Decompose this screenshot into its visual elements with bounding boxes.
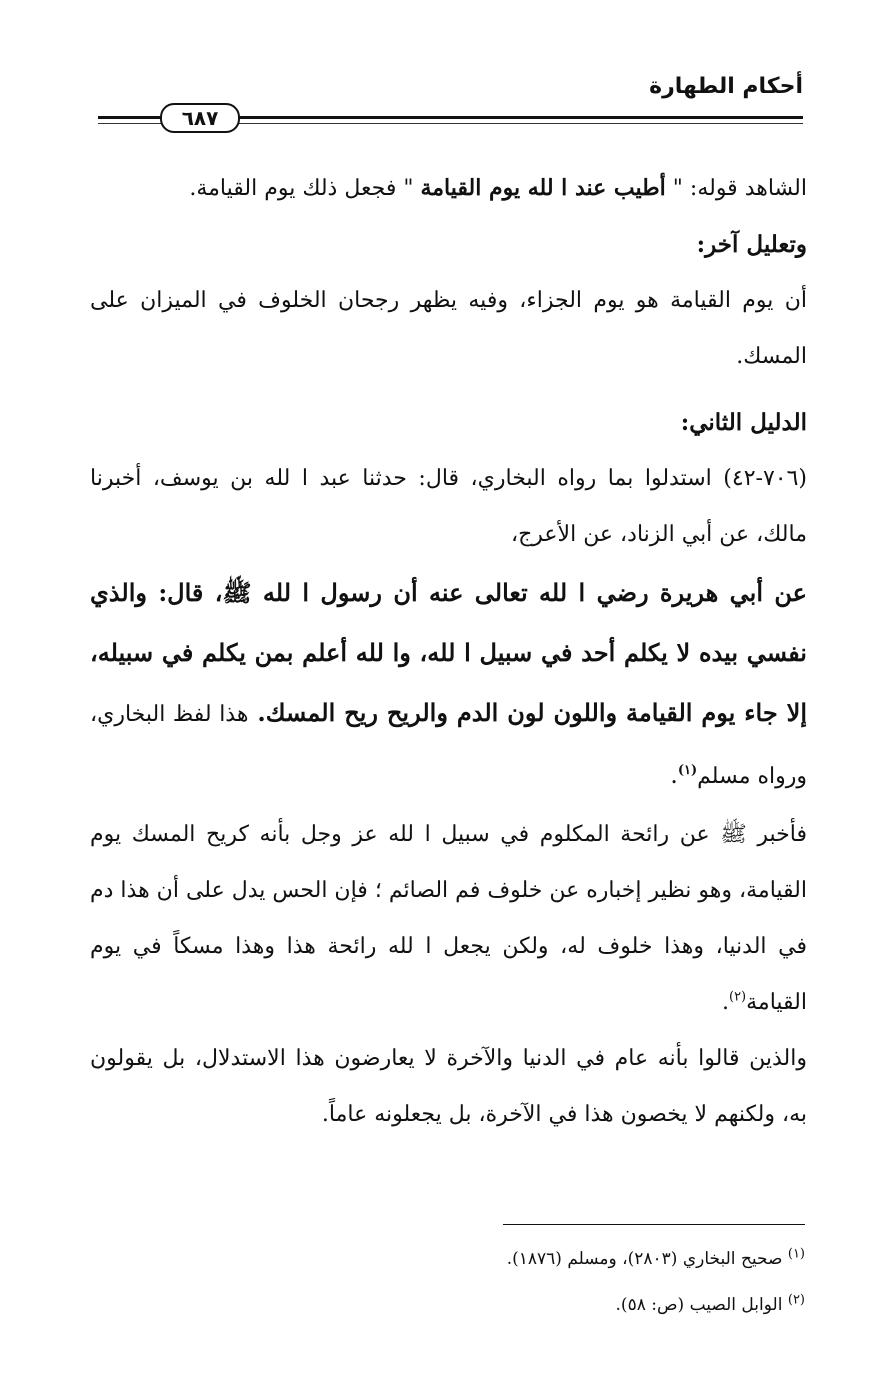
footnote-item — [405, 1282, 805, 1328]
heading-another-reason: وتعليل آخر: — [696, 231, 807, 258]
footnote-text: صحيح البخاري (٢٨٠٣)، ومسلم (١٨٧٦). — [506, 1249, 783, 1269]
witness-suffix: " فجعل ذلك يوم القيامة. — [189, 176, 414, 201]
paragraph-isnad: (٧٠٦-٤٢) استدلوا بما رواه البخاري، قال: حدثنا عبد ا لله بن يوسف، أخبرنا مالك، عن أبي الزناد، عن الأعرج، — [90, 466, 807, 547]
hadith-end: . — [670, 761, 678, 789]
running-head-title: أحكام الطهارة — [649, 74, 803, 99]
paragraph-hadith — [90, 563, 807, 807]
hadith-source: هذا لفظ البخاري، ورواه مسلم — [90, 702, 807, 789]
footnote-rule — [503, 1224, 805, 1225]
spacer — [90, 385, 807, 395]
explanation-text: فأخبر ﷺ عن رائحة المكلوم في سبيل ا لله عز وجل بأنه كريح المسك يوم القيامة، وهو نظير إخباره عن خلوف فم الصائم ؛ فإن الحس يدل على أن هذا دم في الدنيا، وهذا خلوف له، ولكن يجعل ا لله رائحة هذا وهذا مسكاً في يوم القيامة — [90, 822, 807, 1015]
paragraph-witness — [90, 160, 807, 217]
footnote-marker: (٢) — [787, 1292, 805, 1308]
explanation-end: . — [721, 990, 729, 1015]
paragraph-conclusion: والذين قالوا بأنه عام في الدنيا والآخرة لا يعارضون هذا الاستدلال، بل يقولون به، ولكنهم لا يخصون هذا في الآخرة، بل يجعلونه عاماً. — [90, 1046, 807, 1127]
footnote-marker: (١) — [787, 1246, 805, 1262]
footnote-ref-1: (١) — [677, 763, 698, 778]
heading-second-evidence: الدليل الثاني: — [680, 409, 807, 436]
paragraph-explanation — [90, 807, 807, 1031]
footnote-item — [405, 1236, 805, 1282]
witness-quote: أطيب عند ا لله يوم القيامة — [420, 175, 666, 201]
hadith-text: عن أبي هريرة رضي ا لله تعالى عنه أن رسول ا لله ﷺ، قال: والذي نفسي بيده لا يكلم أحد في سبيل ا لله، وا لله أعلم بمن يكلم في سبيله، إلا جاء يوم القيامة واللون لون الدم والريح ريح المسك. — [90, 578, 808, 727]
paragraph-reason: أن يوم القيامة هو يوم الجزاء، وفيه يظهر رجحان الخلوف في الميزان على المسك. — [90, 288, 807, 369]
witness-prefix: الشاهد قوله: " — [672, 176, 807, 201]
footnote-ref-2: (٢) — [728, 989, 747, 1005]
page-number: ٦٨٧ — [160, 103, 240, 133]
main-text — [90, 160, 807, 1143]
footnote-text: الوابل الصيب (ص: ٥٨). — [615, 1295, 783, 1315]
footnotes — [405, 1236, 805, 1328]
